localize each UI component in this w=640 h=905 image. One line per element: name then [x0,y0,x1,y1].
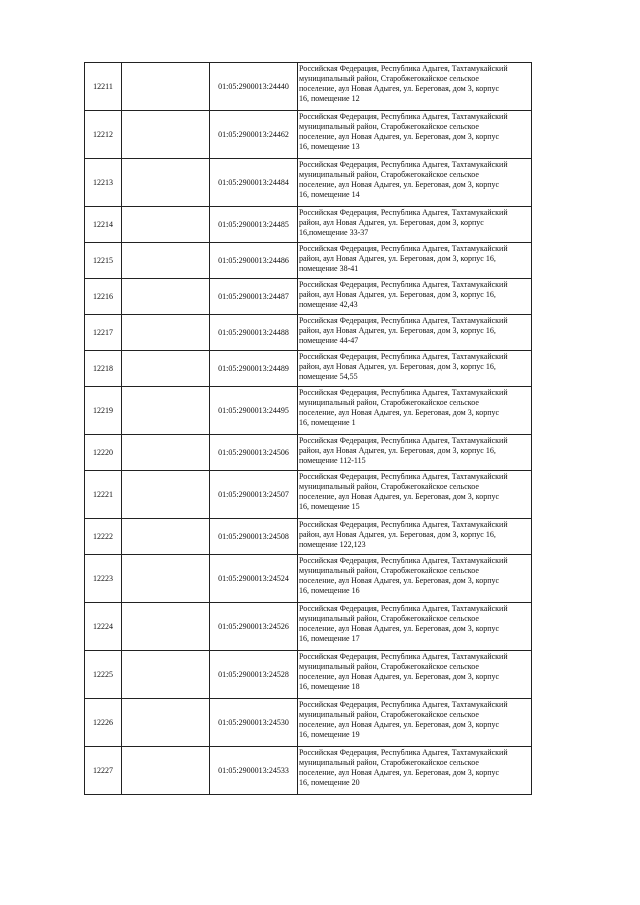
empty-cell [122,555,210,603]
cadastral-number-cell: 01:05:2900013:24524 [210,555,298,603]
address-cell [298,111,532,159]
empty-cell [122,651,210,699]
address-cell [298,555,532,603]
address-line: Российская Федерация, Республика Адыгея, Тахтамукайский [299,472,508,481]
address-line: 16, помещение 12 [299,94,360,103]
address-line: Российская Федерация, Республика Адыгея, Тахтамукайский [299,160,508,169]
table-row [85,315,532,351]
address-cell [298,63,532,111]
empty-cell [122,279,210,315]
address-line: Российская Федерация, Республика Адыгея, Тахтамукайский [299,64,508,73]
cadastral-number-cell: 01:05:2900013:24495 [210,387,298,435]
empty-cell [122,63,210,111]
address-line: помещение 54,55 [299,372,358,381]
row-number-cell: 12217 [85,315,122,351]
cadastral-number-cell: 01:05:2900013:24526 [210,603,298,651]
empty-cell [122,387,210,435]
address-line: район, аул Новая Адыгея, ул. Береговая, дом 3, корпус [299,218,484,227]
address-line: 16, помещение 19 [299,730,360,739]
empty-cell [122,243,210,279]
cadastral-number-cell: 01:05:2900013:24506 [210,435,298,471]
empty-cell [122,603,210,651]
empty-cell [122,315,210,351]
address-line: Российская Федерация, Республика Адыгея, Тахтамукайский [299,280,508,289]
table-row [85,747,532,795]
address-cell [298,387,532,435]
address-cell [298,471,532,519]
address-line: Российская Федерация, Республика Адыгея, Тахтамукайский [299,748,508,757]
row-number-cell: 12212 [85,111,122,159]
address-line: 16, помещение 18 [299,682,360,691]
address-line: 16,помещение 33-37 [299,228,369,237]
address-line: Российская Федерация, Республика Адыгея, Тахтамукайский [299,604,508,613]
address-line: район, аул Новая Адыгея, ул. Береговая, дом 3, корпус 16, [299,362,496,371]
address-cell [298,651,532,699]
address-cell [298,747,532,795]
address-line: муниципальный район, Старобжегокайское сельское [299,662,479,671]
address-line: Российская Федерация, Республика Адыгея, Тахтамукайский [299,700,508,709]
row-number-cell: 12225 [85,651,122,699]
table-row [85,699,532,747]
table-row [85,243,532,279]
row-number-cell: 12218 [85,351,122,387]
address-line: Российская Федерация, Республика Адыгея, Тахтамукайский [299,436,508,445]
table-row [85,435,532,471]
row-number-cell: 12211 [85,63,122,111]
address-line: поселение, аул Новая Адыгея, ул. Береговая, дом 3, корпус [299,408,500,417]
row-number-cell: 12223 [85,555,122,603]
table-row [85,387,532,435]
address-cell [298,603,532,651]
cadastral-number-cell: 01:05:2900013:24486 [210,243,298,279]
empty-cell [122,351,210,387]
address-line: муниципальный район, Старобжегокайское сельское [299,122,479,131]
address-line: район, аул Новая Адыгея, ул. Береговая, дом 3, корпус 16, [299,254,496,263]
address-line: Российская Федерация, Республика Адыгея, Тахтамукайский [299,352,508,361]
address-line: помещение 112-115 [299,456,366,465]
address-cell [298,207,532,243]
address-cell [298,243,532,279]
address-line: помещение 122,123 [299,540,366,549]
document-page [84,62,532,795]
cadastral-number-cell: 01:05:2900013:24528 [210,651,298,699]
cadastral-number-cell: 01:05:2900013:24489 [210,351,298,387]
cadastral-number-cell: 01:05:2900013:24484 [210,159,298,207]
table-row [85,351,532,387]
table-row [85,279,532,315]
address-line: помещение 44-47 [299,336,359,345]
table-row [85,63,532,111]
address-line: муниципальный район, Старобжегокайское сельское [299,566,479,575]
row-number-cell: 12214 [85,207,122,243]
address-line: район, аул Новая Адыгея, ул. Береговая, дом 3, корпус 16, [299,446,496,455]
empty-cell [122,111,210,159]
table-row [85,207,532,243]
empty-cell [122,471,210,519]
address-line: Российская Федерация, Республика Адыгея, Тахтамукайский [299,244,508,253]
address-line: Российская Федерация, Республика Адыгея, Тахтамукайский [299,652,508,661]
row-number-cell: 12227 [85,747,122,795]
address-line: муниципальный район, Старобжегокайское сельское [299,710,479,719]
address-line: 16, помещение 16 [299,586,360,595]
cadastral-number-cell: 01:05:2900013:24507 [210,471,298,519]
cadastral-number-cell: 01:05:2900013:24440 [210,63,298,111]
table-row [85,519,532,555]
address-cell [298,279,532,315]
address-cell [298,159,532,207]
row-number-cell: 12219 [85,387,122,435]
address-line: помещение 38-41 [299,264,359,273]
address-line: Российская Федерация, Республика Адыгея, Тахтамукайский [299,316,508,325]
address-line: 16, помещение 17 [299,634,360,643]
row-number-cell: 12220 [85,435,122,471]
empty-cell [122,207,210,243]
cadastral-number-cell: 01:05:2900013:24485 [210,207,298,243]
row-number-cell: 12213 [85,159,122,207]
empty-cell [122,159,210,207]
address-line: поселение, аул Новая Адыгея, ул. Береговая, дом 3, корпус [299,84,500,93]
row-number-cell: 12215 [85,243,122,279]
address-line: район, аул Новая Адыгея, ул. Береговая, дом 3, корпус 16, [299,530,496,539]
address-line: поселение, аул Новая Адыгея, ул. Береговая, дом 3, корпус [299,720,500,729]
row-number-cell: 12222 [85,519,122,555]
cadastral-number-cell: 01:05:2900013:24488 [210,315,298,351]
address-line: поселение, аул Новая Адыгея, ул. Береговая, дом 3, корпус [299,672,500,681]
address-line: муниципальный район, Старобжегокайское сельское [299,482,479,491]
address-line: муниципальный район, Старобжегокайское сельское [299,74,479,83]
row-number-cell: 12226 [85,699,122,747]
address-line: поселение, аул Новая Адыгея, ул. Береговая, дом 3, корпус [299,768,500,777]
address-line: Российская Федерация, Республика Адыгея, Тахтамукайский [299,520,508,529]
address-line: 16, помещение 13 [299,142,360,151]
address-line: Российская Федерация, Республика Адыгея, Тахтамукайский [299,208,508,217]
address-line: 16, помещение 1 [299,418,356,427]
table-row [85,111,532,159]
address-line: поселение, аул Новая Адыгея, ул. Береговая, дом 3, корпус [299,180,500,189]
address-line: 16, помещение 15 [299,502,360,511]
table-row [85,603,532,651]
cadastral-number-cell: 01:05:2900013:24533 [210,747,298,795]
row-number-cell: 12221 [85,471,122,519]
address-line: поселение, аул Новая Адыгея, ул. Береговая, дом 3, корпус [299,576,500,585]
address-line: муниципальный район, Старобжегокайское сельское [299,758,479,767]
cadastral-number-cell: 01:05:2900013:24508 [210,519,298,555]
address-cell [298,699,532,747]
address-line: Российская Федерация, Республика Адыгея, Тахтамукайский [299,112,508,121]
cadastral-number-cell: 01:05:2900013:24487 [210,279,298,315]
address-line: помещение 42,43 [299,300,358,309]
address-line: муниципальный район, Старобжегокайское сельское [299,398,479,407]
table-row [85,555,532,603]
table-row [85,651,532,699]
empty-cell [122,519,210,555]
row-number-cell: 12224 [85,603,122,651]
address-line: 16, помещение 20 [299,778,360,787]
address-line: район, аул Новая Адыгея, ул. Береговая, дом 3, корпус 16, [299,290,496,299]
address-cell [298,351,532,387]
address-cell [298,519,532,555]
address-line: 16, помещение 14 [299,190,360,199]
table-row [85,159,532,207]
empty-cell [122,435,210,471]
cadastral-number-cell: 01:05:2900013:24530 [210,699,298,747]
address-line: поселение, аул Новая Адыгея, ул. Береговая, дом 3, корпус [299,624,500,633]
row-number-cell: 12216 [85,279,122,315]
empty-cell [122,699,210,747]
address-line: поселение, аул Новая Адыгея, ул. Береговая, дом 3, корпус [299,492,500,501]
address-cell [298,315,532,351]
address-line: муниципальный район, Старобжегокайское сельское [299,170,479,179]
property-table-body [85,63,532,795]
cadastral-number-cell: 01:05:2900013:24462 [210,111,298,159]
address-cell [298,435,532,471]
address-line: Российская Федерация, Республика Адыгея, Тахтамукайский [299,388,508,397]
address-line: муниципальный район, Старобжегокайское сельское [299,614,479,623]
table-row [85,471,532,519]
address-line: Российская Федерация, Республика Адыгея, Тахтамукайский [299,556,508,565]
address-line: поселение, аул Новая Адыгея, ул. Береговая, дом 3, корпус [299,132,500,141]
property-table [84,62,532,795]
empty-cell [122,747,210,795]
address-line: район, аул Новая Адыгея, ул. Береговая, дом 3, корпус 16, [299,326,496,335]
